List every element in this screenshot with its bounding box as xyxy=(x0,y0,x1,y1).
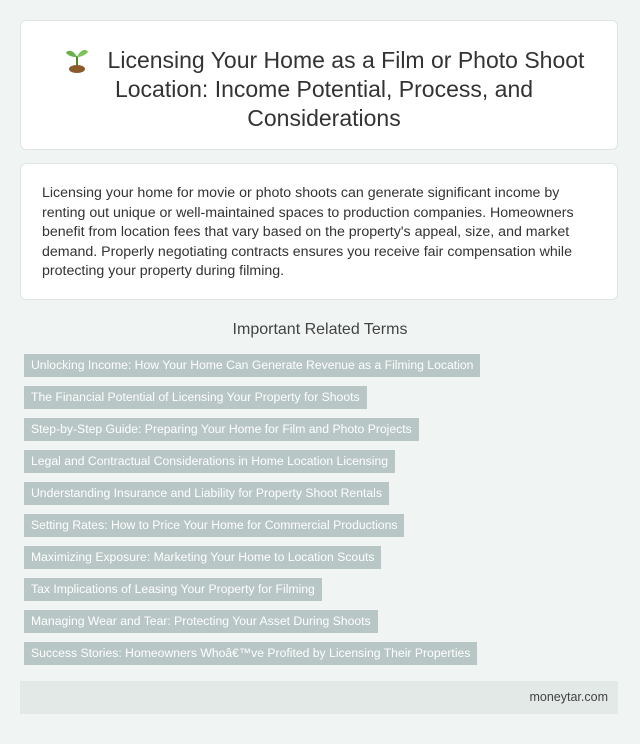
related-term-link[interactable]: Success Stories: Homeowners Whoâ€™ve Profited by Licensing Their Properties xyxy=(24,642,477,665)
intro-text: Licensing your home for movie or photo shoots can generate significant income by renting out unique or well-maintained spaces to production companies. Homeowners benefit from location fees that vary based on the property's appeal, size, and market demand. Properly negotiating contracts ensures you receive fair compensation while protecting your property during filming. xyxy=(42,185,574,279)
related-term-link[interactable]: Setting Rates: How to Price Your Home for Commercial Productions xyxy=(24,514,404,537)
related-term-link[interactable]: Managing Wear and Tear: Protecting Your Asset During Shoots xyxy=(24,610,378,633)
footer-site-link[interactable]: moneytar.com xyxy=(529,690,608,704)
related-term-link[interactable]: Legal and Contractual Considerations in Home Location Licensing xyxy=(24,450,395,473)
related-terms-heading: Important Related Terms xyxy=(232,321,408,338)
footer xyxy=(20,681,618,714)
page-title-wrap xyxy=(51,45,597,133)
intro-card xyxy=(20,163,618,300)
related-term-link[interactable]: Unlocking Income: How Your Home Can Generate Revenue as a Filming Location xyxy=(24,354,480,377)
related-term-link[interactable]: The Financial Potential of Licensing Your Property for Shoots xyxy=(24,386,367,409)
related-term-link[interactable]: Maximizing Exposure: Marketing Your Home to Location Scouts xyxy=(24,546,381,569)
title-card xyxy=(20,20,618,150)
related-term-link[interactable]: Step-by-Step Guide: Preparing Your Home for Film and Photo Projects xyxy=(24,418,419,441)
page-title: Licensing Your Home as a Film or Photo Shoot Location: Income Potential, Process, and Considerations xyxy=(107,47,585,131)
related-term-link[interactable]: Understanding Insurance and Liability for Property Shoot Rentals xyxy=(24,482,389,505)
sprout-icon xyxy=(64,45,90,73)
related-term-link[interactable]: Tax Implications of Leasing Your Property for Filming xyxy=(24,578,322,601)
